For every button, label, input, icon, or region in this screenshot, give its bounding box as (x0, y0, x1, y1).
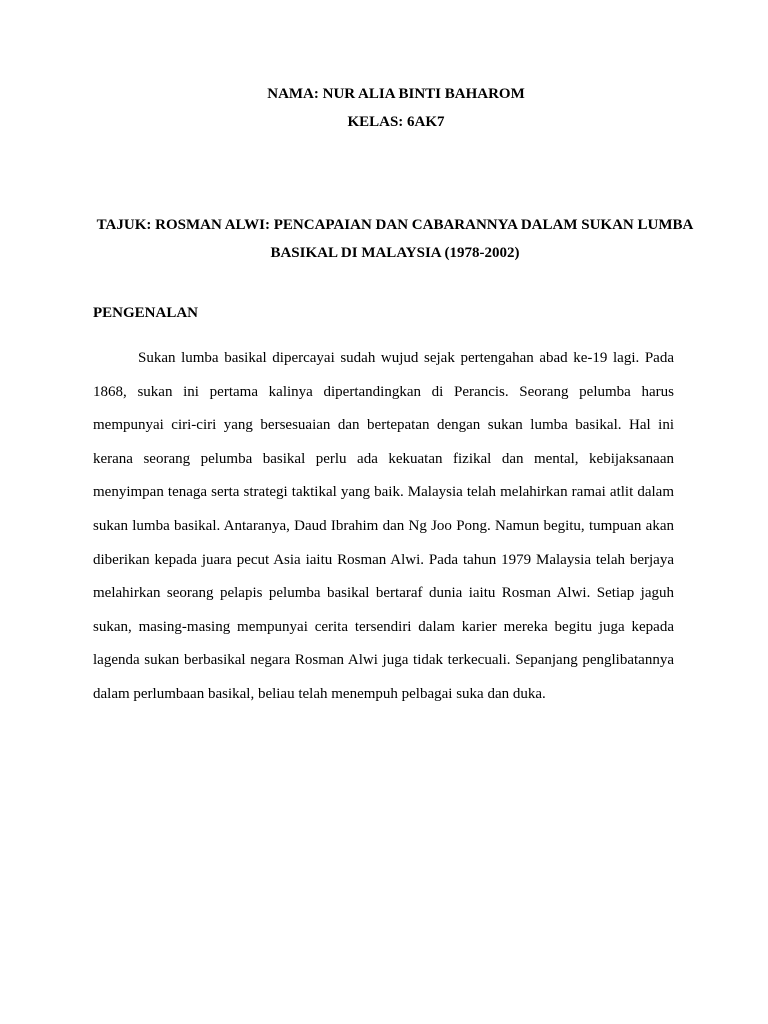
student-class: KELAS: 6AK7 (347, 114, 445, 130)
section-heading: PENGENALAN (93, 305, 199, 321)
student-name: NAMA: NUR ALIA BINTI BAHAROM (267, 86, 525, 102)
document-title: TAJUK: ROSMAN ALWI: PENCAPAIAN DAN CABARANNYA DALAM SUKAN LUMBA BASIKAL DI MALAYSIA (1978-2002) (96, 217, 694, 261)
intro-paragraph: Sukan lumba basikal dipercayai sudah wujud sejak pertengahan abad ke-19 lagi. Pada 1868, sukan ini pertama kalinya dipertandingkan di Perancis. Seorang pelumba harus mempunyai ciri-ciri yang bersesuaian dan bertepatan dengan sukan lumba basikal. Hal ini kerana seorang pelumba basikal perlu ada kekuatan fizikal dan mental, kebijaksanaan menyimpan tenaga serta strategi taktikal yang baik. Malaysia telah melahirkan ramai atlit dalam sukan lumba basikal. Antaranya, Daud Ibrahim dan Ng Joo Pong. Namun begitu, tumpuan akan diberikan kepada juara pecut Asia iaitu Rosman Alwi. Pada tahun 1979 Malaysia telah berjaya melahirkan seorang pelapis pelumba basikal bertaraf dunia iaitu Rosman Alwi. Setiap jaguh sukan, masing-masing mempunyai cerita tersendiri dalam karier mereka begitu juga kepada lagenda sukan berbasikal negara Rosman Alwi juga tidak terkecuali. Sepanjang penglibatannya dalam perlumbaan basikal, beliau telah menempuh pelbagai suka dan duka. (93, 350, 674, 702)
